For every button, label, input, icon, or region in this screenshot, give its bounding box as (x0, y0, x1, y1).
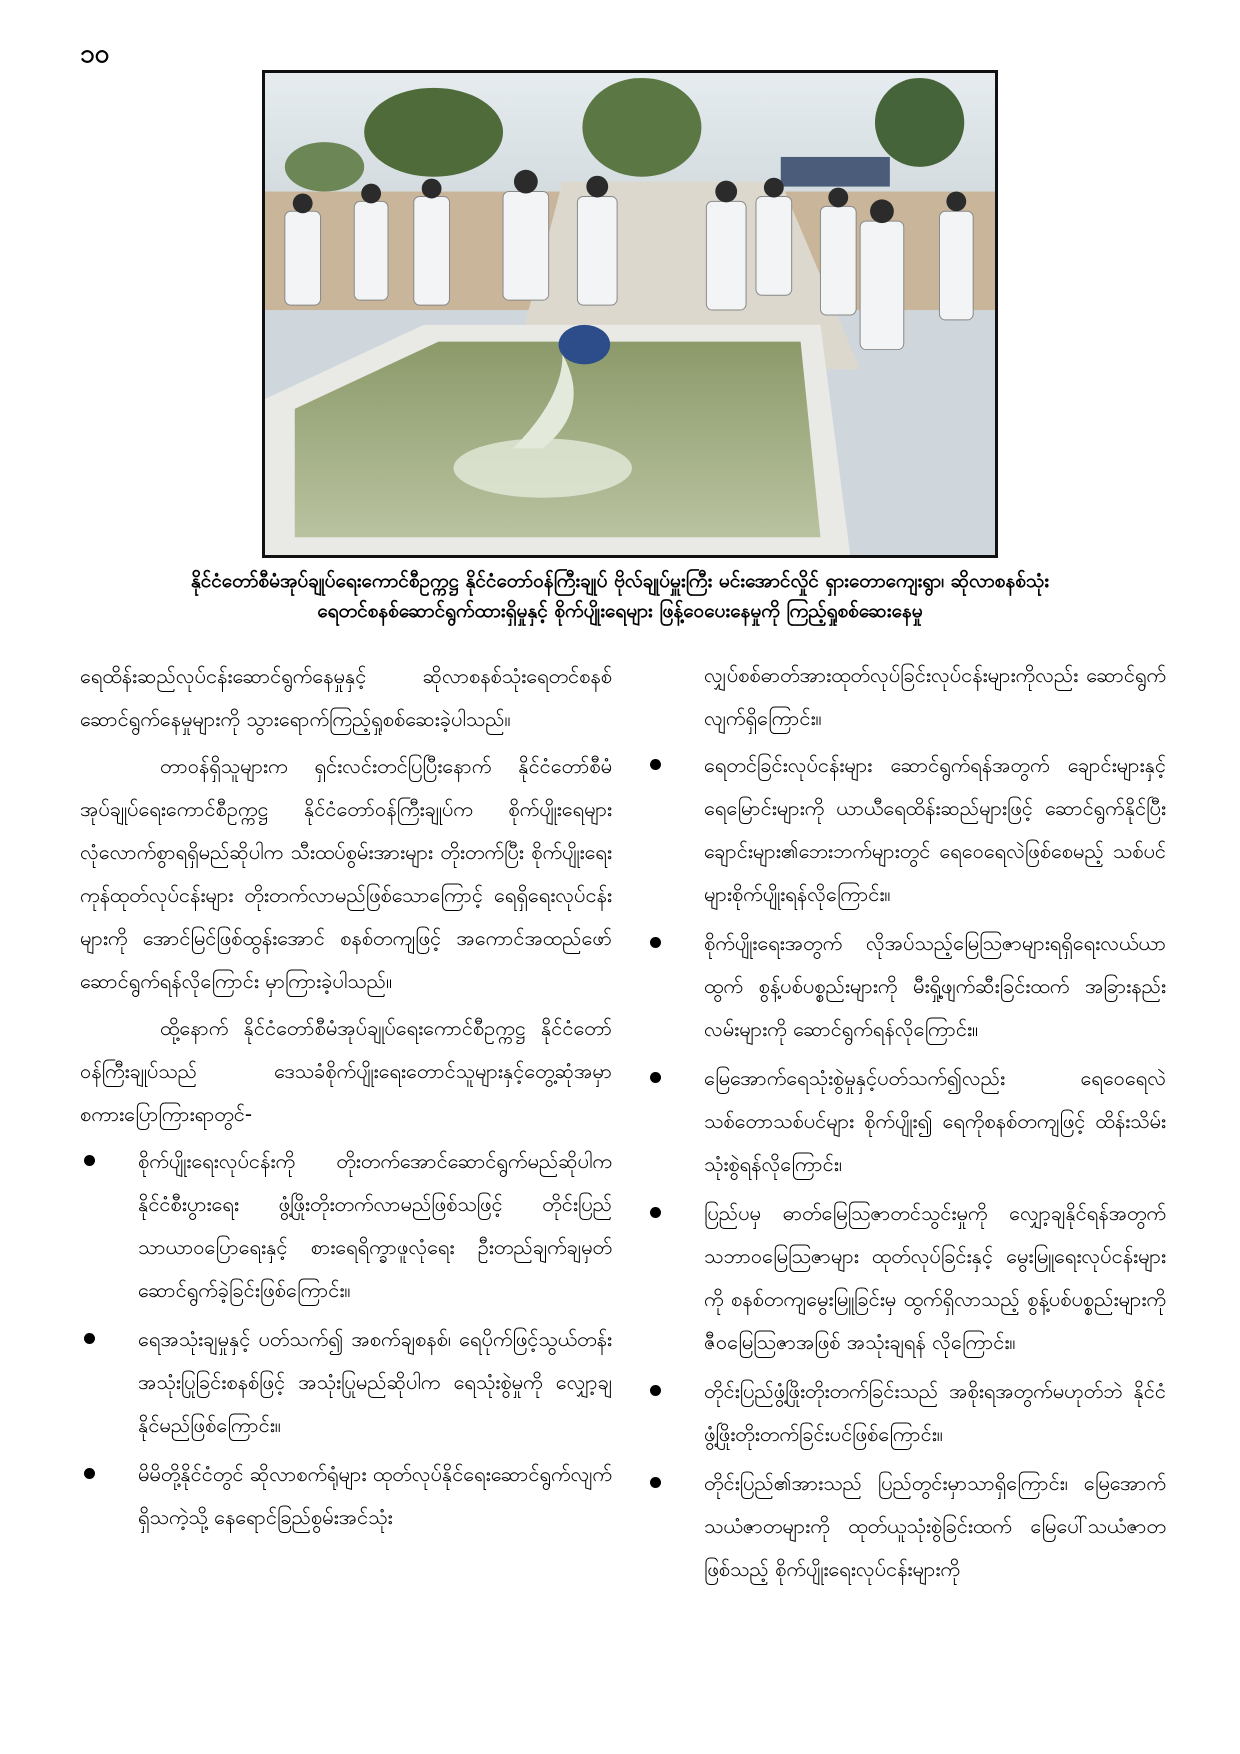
list-item (646, 922, 1166, 1051)
list-item (646, 1370, 1166, 1456)
list-item (80, 1453, 612, 1539)
list-item-text: ရေအသုံးချမှုနှင့် ပတ်သက်၍ အစက်ချစနစ်၊ ရေပိုက်ဖြင့်သွယ်တန်းအသုံးပြုခြင်းစနစ်ဖြင့် အသုံးပြုမည်ဆိုပါက ရေသုံးစွဲမှုကို လျှော့ချနိုင်မည်ဖြစ်ကြောင်း။ (138, 1327, 612, 1437)
bullet-icon (650, 1072, 661, 1083)
paragraph: ထို့နောက် နိုင်ငံတော်စီမံအုပ်ချုပ်ရေးကောင်စီဥက္ကဋ္ဌ နိုင်ငံတော်ဝန်ကြီးချုပ်သည် ဒေသခံစိုက်ပျိုးရေးတောင်သူများနှင့်တွေ့ဆုံအမှာစကားပြောကြားရာတွင်- (80, 1016, 612, 1126)
list-item-text: တိုင်းပြည်ဖွံ့ဖြိုးတိုးတက်ခြင်းသည် အစိုးရအတွက်မဟုတ်ဘဲ နိုင်ငံဖွံ့ဖြိုးတိုးတက်ခြင်းပင်ဖြစ်ကြောင်း။ (704, 1379, 1166, 1446)
list-item-text: တိုင်းပြည်၏အားသည် ပြည်တွင်းမှာသာရှိကြောင်း၊ မြေအောက် သယံဇာတများကို ထုတ်ယူသုံးစွဲခြင်းထက် မြေပေါ်သယံဇာတဖြစ်သည့် စိုက်ပျိုးရေးလုပ်ငန်းများကို (704, 1471, 1166, 1581)
continued-text: လျှပ်စစ်ဓာတ်အားထုတ်လုပ်ခြင်းလုပ်ငန်းများကိုလည်း ဆောင်ရွက်လျက်ရှိကြောင်း။ (704, 663, 1166, 730)
right-column (646, 654, 1166, 1597)
left-column (80, 655, 612, 1545)
news-photo (262, 70, 998, 558)
list-item-text: စိုက်ပျိုးရေးအတွက် လိုအပ်သည့်မြေဩဇာများရရှိရေးလယ်ယာထွက် စွန့်ပစ်ပစ္စည်းများကို မီးရှို့ဖျက်ဆီးခြင်းထက် အခြားနည်းလမ်းများကို ဆောင်ရွက်ရန်လိုကြောင်း။ (704, 931, 1166, 1041)
page-number: ၁၀ (80, 39, 110, 69)
list-item (646, 744, 1166, 916)
list-item (80, 1318, 612, 1447)
paragraph: တာဝန်ရှိသူများက ရှင်းလင်းတင်ပြပြီးနောက် နိုင်ငံတော်စီမံအုပ်ချုပ်ရေးကောင်စီဥက္ကဋ္ဌ နိုင်ငံတော်ဝန်ကြီးချုပ်က စိုက်ပျိုးရေများလုံလောက်စွာရရှိမည်ဆိုပါက သီးထပ်စွမ်းအားများ တိုးတက်ပြီး စိုက်ပျိုးရေးကုန်ထုတ်လုပ်ငန်းများ တိုးတက်လာမည်ဖြစ်သောကြောင့် ရေရှိရေးလုပ်ငန်းများကို အောင်မြင်ဖြစ်ထွန်းအောင် စနစ်တကျဖြင့် အကောင်အထည်ဖော်ဆောင်ရွက်ရန်လိုကြောင်း မှာကြားခဲ့ပါသည်။ (80, 754, 612, 993)
bullet-icon (84, 1155, 95, 1166)
bullet-icon (650, 1477, 661, 1488)
bullet-icon (650, 1207, 661, 1218)
bullet-list (646, 744, 1166, 1591)
photo-caption (70, 566, 1170, 626)
bullet-icon (84, 1468, 95, 1479)
list-item-text: ရေတင်ခြင်းလုပ်ငန်းများ ဆောင်ရွက်ရန်အတွက် ချောင်းများနှင့် ရေမြောင်းများကို ယာယီရေထိန်းဆည်များဖြင့် ဆောင်ရွက်နိုင်ပြီး ချောင်းများ၏ဘေးဘက်များတွင် ရေဝေရေလဲဖြစ်စေမည့် သစ်ပင်များစိုက်ပျိုးရန်လိုကြောင်း။ (704, 753, 1166, 906)
bullet-icon (650, 1385, 661, 1396)
list-item-text: စိုက်ပျိုးရေးလုပ်ငန်းကို တိုးတက်အောင်ဆောင်ရွက်မည်ဆိုပါက နိုင်ငံစီးပွားရေး ဖွံ့ဖြိုးတိုးတက်လာမည်ဖြစ်သဖြင့် တိုင်းပြည်သာယာဝပြောရေးနှင့် စားရေရိက္ခာဖူလုံရေး ဦးတည်ချက်ချမှတ်ဆောင်ရွက်ခဲ့ခြင်းဖြစ်ကြောင်း။ (138, 1149, 612, 1302)
list-item (80, 1140, 612, 1312)
bullet-icon (84, 1333, 95, 1344)
bullet-icon (650, 937, 661, 948)
caption-line-2: ရေတင်စနစ်ဆောင်ရွက်ထားရှိမှုနှင့် စိုက်ပျိုးရေများ ဖြန့်ဝေပေးနေမှုကို ကြည့်ရှုစစ်ဆေးနေမှု (317, 600, 923, 622)
bullet-icon (650, 759, 661, 770)
list-item-text: ပြည်ပမှ ဓာတ်မြေဩဇာတင်သွင်းမှုကို လျှော့ချနိုင်ရန်အတွက် သဘာဝမြေဩဇာများ ထုတ်လုပ်ခြင်းနှင့် မွေးမြူရေးလုပ်ငန်းများကို စနစ်တကျမွေးမြူခြင်းမှ ထွက်ရှိလာသည့် စွန့်ပစ်ပစ္စည်းများကို ဇီဝမြေဩဇာအဖြစ် အသုံးချရန် လိုကြောင်း။ (704, 1201, 1166, 1354)
paragraph: ရေထိန်းဆည်လုပ်ငန်းဆောင်ရွက်နေမှုနှင့် ဆိုလာစနစ်သုံးရေတင်စနစ် ဆောင်ရွက်နေမှုများကို သွားရောက်ကြည့်ရှုစစ်ဆေးခဲ့ပါသည်။ (80, 664, 612, 731)
caption-line-1: နိုင်ငံတော်စီမံအုပ်ချုပ်ရေးကောင်စီဥက္ကဋ္ဌ နိုင်ငံတော်ဝန်ကြီးချုပ် ဗိုလ်ချုပ်မှူးကြီး မင်းအောင်လှိုင် ရှားတောကျေးရွာ၊ ဆိုလာစနစ်သုံး (190, 570, 1050, 592)
list-item (646, 1057, 1166, 1186)
list-item (646, 1462, 1166, 1591)
list-item-text: မြေအောက်ရေသုံးစွဲမှုနှင့်ပတ်သက်၍လည်း ရေဝေရေလဲသစ်တောသစ်ပင်များ စိုက်ပျိုး၍ ရေကိုစနစ်တကျဖြင့် ထိန်းသိမ်းသုံးစွဲရန်လိုကြောင်း၊ (704, 1066, 1166, 1176)
list-item (646, 1192, 1166, 1364)
photo-image (265, 73, 995, 555)
bullet-list (80, 1140, 612, 1539)
list-item-text: မိမိတို့နိုင်ငံတွင် ဆိုလာစက်ရုံများ ထုတ်လုပ်နိုင်ရေးဆောင်ရွက်လျက်ရှိသကဲ့သို့ နေရောင်ခြည်စွမ်းအင်သုံး (138, 1462, 612, 1529)
